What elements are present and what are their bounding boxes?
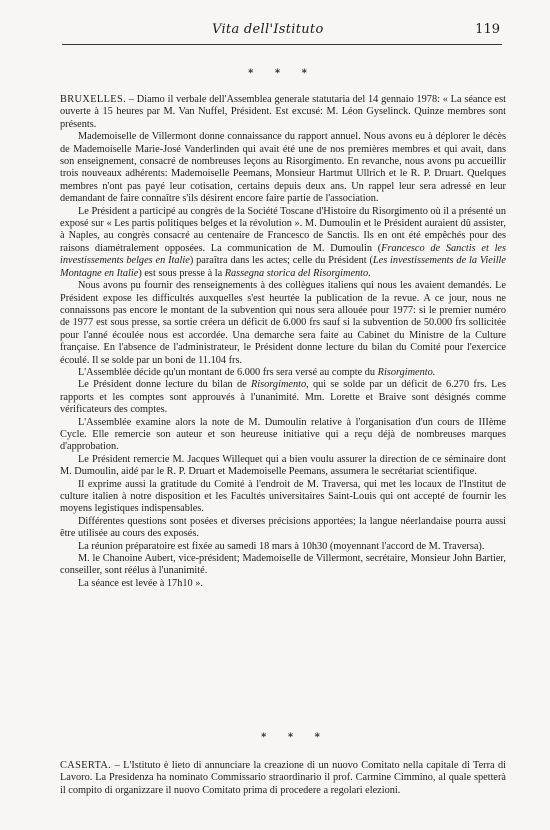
caserta-paragraph: CASERTA. – L'Istituto è lieto di annunciare la creazione di un nuovo Comitato nella capitale di Terra di Lavoro. La Presidenza ha nominato Commissario straordinario il prof. Carmine Cimmino, al quale spetterà il compito di organizzare il nuovo Comitato prima di procedere a regolari elezioni. <box>60 760 506 796</box>
running-head: Vita dell'Istituto <box>212 22 324 37</box>
bruxelles-paragraph-5: L'Assemblée décide qu'un montant de 6.000 frs sera versé au compte du Risorgimento. <box>78 366 436 378</box>
bruxelles-paragraph-8: Le Président remercie M. Jacques Willequet qui a bien voulu assurer la direction de ce séminaire dont M. Dumoulin, aidé par le R. P. Druart et Mademoiselle Peemans, assumera le secrétariat scientifique. <box>60 453 506 478</box>
bruxelles-paragraph-1: BRUXELLES. – Diamo il verbale dell'Assemblea generale statutaria del 14 gennaio 1978: « La séance est ouverte à 15 heures par M. Van Nuffel, Président. Est excusé: M. Léon Gyselinck. Quinze membres sont présents. <box>60 94 506 130</box>
bruxelles-paragraph-4: Nous avons pu fournir des renseignements à des collègues italiens qui nous les avaient demandés. Le Président expose les difficultés auxquelles s'est heurtée la publication de la revue. A ce jour, nous ne connaissons pas encore le montant de la subvention qui nous sera allouée pour 1977: si le premier numéro de 1977 est sous presse, sa sortie créera un déficit de 6.000 frs sauf si la subvention de 50.000 frs sollicitée pour l'anné écoulée nous est accordée. Una demarche sera faite au Cabinet du Ministre de la Culture française. En l'absence de l'administrateur, le Président donne lecture du bilan du Comité pour l'exercice écoulé. Il se solde par un boni de 11.104 frs. <box>60 280 506 366</box>
bruxelles-paragraph-6: Le Président donne lecture du bilan de Risorgimento, qui se solde par un déficit de 6.270 frs. Les rapports et les comptes sont approuvés à l'unanimité. Mm. Lorette et Braive sont désignés comme vérificateurs des comptes. <box>60 379 506 416</box>
bruxelles-paragraph-3: Le Président a participé au congrès de la Société Toscane d'Histoire du Risorgimento où il a présenté un exposé sur « Les partis politiques belges et la révolution ». M. Dumoulin et le Président auraient dû assister, à Naples, au congrès consacré au centenaire de Francesco de Sanctis. Ils en ont été empêchés pour des raisons diamétralement opposées. La communication de M. Dumoulin (Francesco de Sanctis et les investissements belges en Italie) paraîtra dans les actes; celle du Président (Les investissements de la Vieille Montagne en Italie) est sous presse à la Rassegna storica del Risorgimento. <box>60 205 507 279</box>
bruxelles-paragraph-10: Différentes questions sont posées et diverses précisions apportées; la langue néerlandaise pourra aussi être utilisée au cours des exposés. <box>60 515 506 540</box>
bruxelles-paragraph-12: M. le Chanoine Aubert, vice-président; Mademoiselle de Villermont, secrétaire, Monsieur John Bartier, conseiller, sont réélus à l'unanimité. <box>60 553 506 577</box>
section-separator-middle: * * * <box>261 732 329 743</box>
bruxelles-paragraph-2: Mademoiselle de Villermont donne connaissance du rapport annuel. Nous avons eu à déplorer le décès de Mademoiselle Marie-José Vanderlinden qui avait été une de nos premières membres et qui avait, dans son enseignement, consacré de nombreuses leçons au Risorgimento. En revanche, nous avons pu accueillir trois nouveaux adhérents: Mademoiselle Peemans, Monsieur Hartmut Ullrich et le R. P. Druart. Quelques membres n'ont pas payé leur cotisation, certains depuis deux ans. Un rappel leur sera adressé en leur demandant de faire connaître s'ils désirent encore faire partie de l'association. <box>60 131 506 205</box>
bruxelles-paragraph-9: Il exprime aussi la gratitude du Comité à l'endroit de M. Traversa, qui met les locaux de l'Institut de culture italien à notre disposition et les Facultés universitaires Saint-Louis qui ont accepté de fournir les moyens legistiques indispensables. <box>60 478 506 515</box>
bruxelles-paragraph-11: La réunion préparatoire est fixée au samedi 18 mars à 10h30 (moyennant l'accord de M. Traversa). <box>78 540 485 552</box>
bruxelles-paragraph-13: La séance est levée à 17h10 ». <box>78 577 203 589</box>
section-separator-top: * * * <box>248 68 316 79</box>
bruxelles-section <box>60 94 506 590</box>
bruxelles-paragraph-7: L'Assemblée examine alors la note de M. Dumoulin relative à l'organisation d'un cours de IIIème Cycle. Elle remercie son auteur et son heureuse initiative qui a reçu déjà de nombreuses marques d'approbation. <box>60 416 506 453</box>
city-heading-caserta: CASERTA. <box>60 760 112 771</box>
page-header <box>62 18 502 45</box>
caserta-section <box>60 760 506 797</box>
city-heading-bruxelles: BRUXELLES. <box>60 94 127 105</box>
page-number: 119 <box>475 22 500 37</box>
